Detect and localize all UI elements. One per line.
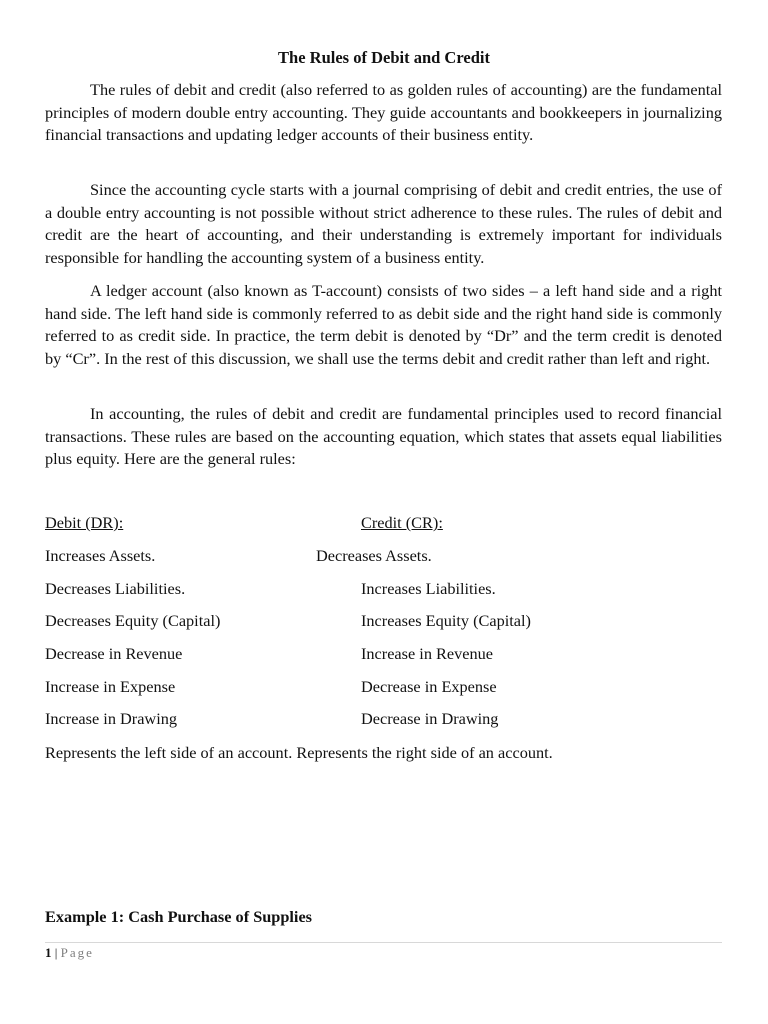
debit-item: Decreases Equity (Capital) [45,611,221,630]
credit-item: Increases Liabilities. [361,579,496,598]
page-footer [45,944,94,962]
debit-item: Decreases Liabilities. [45,579,186,598]
debit-item: Increase in Expense [45,677,176,696]
credit-item: Decrease in Drawing [361,709,499,728]
debit-item: Increases Assets. [45,546,156,565]
footer-separator: | [51,945,61,960]
rules-summary: Represents the left side of an account. Represents the right side of an account. [45,743,553,762]
credit-item: Decrease in Expense [361,677,497,696]
page-title: The Rules of Debit and Credit [278,48,490,67]
credit-item: Increases Equity (Capital) [361,611,531,630]
example-heading: Example 1: Cash Purchase of Supplies [45,907,313,926]
credit-header: Credit (CR): [361,513,443,532]
paragraph-ledger-account: A ledger account (also known as T-account) consists of two sides – a left hand side and a right hand side. The left hand side is commonly referred to as debit side and the right hand side is commonly referred to as credit side. In practice, the term debit is denoted by “Dr” and the term credit is denoted by “Cr”. In the rest of this discussion, we shall use the terms debit and credit rather than left and right. [45,281,722,368]
credit-item: Increase in Revenue [361,644,493,663]
page-label: Page [60,945,94,960]
paragraph-intro: The rules of debit and credit (also referred to as golden rules of accounting) are the fundamental principles of modern double entry accounting. They guide accountants and bookkeepers in journalizing financial transactions and updating ledger accounts of their business entity. [45,80,722,144]
paragraph-accounting-cycle: Since the accounting cycle starts with a journal comprising of debit and credit entries, the use of a double entry accounting is not possible without strict adherence to these rules. The rules of debit and credit are the heart of accounting, and their understanding is extremely important for individuals responsible for handling the accounting system of a business entity. [45,180,722,267]
paragraph-general-rules: In accounting, the rules of debit and credit are fundamental principles used to record financial transactions. These rules are based on the accounting equation, which states that assets equal liabilities plus equity. Here are the general rules: [45,404,722,468]
page-number: 1 [45,945,52,960]
footer-divider [45,942,722,943]
debit-item: Decrease in Revenue [45,644,183,663]
debit-item: Increase in Drawing [45,709,177,728]
credit-item: Decreases Assets. [316,546,432,565]
debit-header: Debit (DR): [45,513,124,532]
